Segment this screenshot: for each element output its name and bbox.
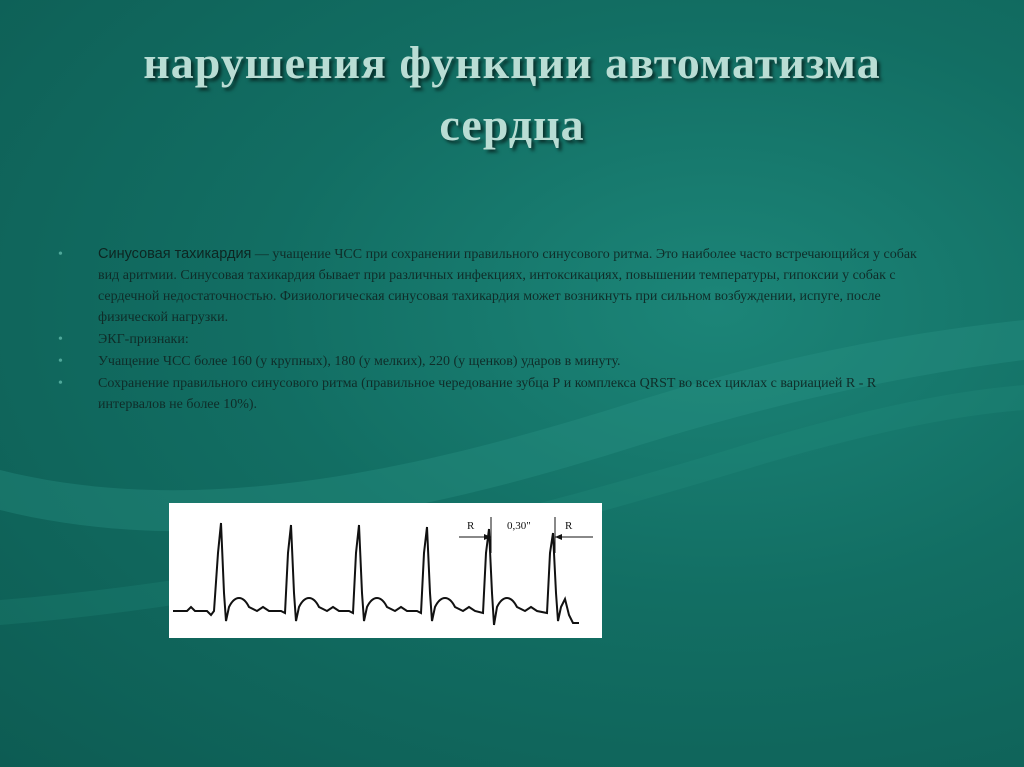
ecg-waveform: [173, 523, 579, 625]
bullet-item: [58, 351, 938, 372]
title-line-2: сердца: [439, 99, 585, 150]
bullet-item: [58, 329, 938, 350]
bullet-item: [58, 244, 938, 328]
ecg-arrowhead-right-icon: [555, 534, 562, 540]
title-line-1: нарушения функции автоматизма: [143, 37, 881, 88]
bullet-text: Учащение ЧСС более 160 (у крупных), 180 (у мелких), 220 (у щенков) ударов в минуту.: [98, 354, 621, 369]
slide-title: [40, 32, 984, 156]
bullet-text: ЭКГ-признаки:: [98, 332, 189, 347]
bullet-text: — учащение ЧСС при сохранении правильного синусового ритма. Это наиболее часто встречающийся у собак вид аритмии. Синусовая тахикардия бывает при различных инфекциях, интоксикациях, повышении температуры, гипоксии у собак с сердечной недостаточностью. Физиологическая синусовая тахикардия может возникнуть при сильном возбуждении, испуге, после физической нагрузки.: [98, 247, 917, 325]
ecg-label-r-right: R: [565, 520, 573, 532]
ecg-label-interval: 0,30": [507, 520, 531, 532]
bullet-dot-icon: •: [58, 247, 63, 262]
ecg-image: [169, 503, 602, 638]
bullet-dot-icon: •: [58, 376, 63, 391]
bullet-dot-icon: •: [58, 354, 63, 369]
ecg-trace: [169, 503, 602, 638]
ecg-label-r-left: R: [467, 520, 475, 532]
bullet-dot-icon: •: [58, 332, 63, 347]
bullet-text: Сохранение правильного синусового ритма (правильное чередование зубца Р и комплекса QRST во всех циклах с вариацией R - R интервалов не более 10%).: [98, 376, 877, 412]
bullet-item: [58, 373, 938, 415]
bullet-list: [58, 244, 938, 416]
bullet-term: Синусовая тахикардия: [98, 246, 252, 262]
